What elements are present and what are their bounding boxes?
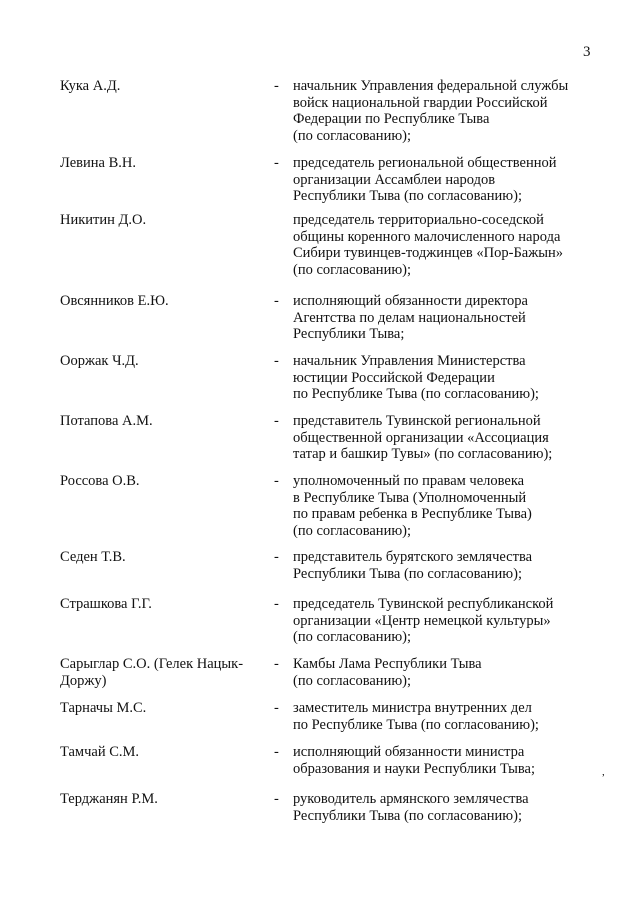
member-role: представитель Тувинской региональной общественной организации «Ассоциация татар и башкир Тувы» (по согласованию); [293, 413, 553, 462]
member-name: Россова О.В. [60, 473, 140, 489]
dash-separator: - [274, 413, 279, 429]
member-name: Кука А.Д. [60, 78, 121, 94]
member-role: председатель региональной общественной организации Ассамблеи народов Республики Тыва (по согласованию); [293, 155, 557, 204]
dash-separator: - [274, 353, 279, 369]
dash-separator: - [274, 791, 279, 807]
member-role: начальник Управления Министерства юстиции Российской Федерации по Республике Тыва (по согласованию); [293, 353, 539, 402]
member-role: заместитель министра внутренних дел по Республике Тыва (по согласованию); [293, 700, 539, 733]
member-name: Терджанян Р.М. [60, 791, 158, 807]
member-name: Никитин Д.О. [60, 212, 147, 228]
member-role: начальник Управления федеральной службы войск национальной гвардии Российской Федерации по Республике Тыва (по согласованию); [293, 78, 569, 144]
member-name: Страшкова Г.Г. [60, 596, 152, 612]
member-role: руководитель армянского землячества Республики Тыва (по согласованию); [293, 791, 529, 824]
dash-separator: - [274, 700, 279, 716]
member-name: Сарыглар С.О. (Гелек Нацык- Доржу) [60, 656, 244, 689]
dash-separator: - [274, 656, 279, 672]
member-name: Овсянников Е.Ю. [60, 293, 169, 309]
member-name: Седен Т.В. [60, 549, 126, 565]
member-role: исполняющий обязанности директора Агентства по делам национальностей Республики Тыва; [293, 293, 528, 342]
dash-separator: - [274, 549, 279, 565]
member-name: Ооржак Ч.Д. [60, 353, 139, 369]
member-role: уполномоченный по правам человека в Республике Тыва (Уполномоченный по правам ребенка в Республике Тыва) (по согласованию); [293, 473, 532, 539]
dash-separator: - [274, 596, 279, 612]
member-name: Тамчай С.М. [60, 744, 140, 760]
member-role: председатель Тувинской республиканской организации «Центр немецкой культуры» (по согласованию); [293, 596, 554, 645]
dash-separator: - [274, 155, 279, 171]
member-name: Потапова А.М. [60, 413, 153, 429]
member-role: Камбы Лама Республики Тыва (по согласованию); [293, 656, 482, 689]
dash-separator: - [274, 473, 279, 489]
dash-separator: - [274, 78, 279, 94]
dash-separator: - [274, 293, 279, 309]
page-number: 3 [583, 44, 591, 60]
member-role: председатель территориально-соседской общины коренного малочисленного народа Сибири тувинцев-тоджинцев «Пор-Бажын» (по согласованию); [293, 212, 563, 278]
member-role: представитель бурятского землячества Республики Тыва (по согласованию); [293, 549, 533, 582]
dash-separator: - [274, 744, 279, 760]
member-name: Тарначы М.С. [60, 700, 147, 716]
member-role: исполняющий обязанности министра образования и науки Республики Тыва; [293, 744, 535, 777]
member-name: Левина В.Н. [60, 155, 136, 171]
margin-mark: , [602, 766, 605, 778]
